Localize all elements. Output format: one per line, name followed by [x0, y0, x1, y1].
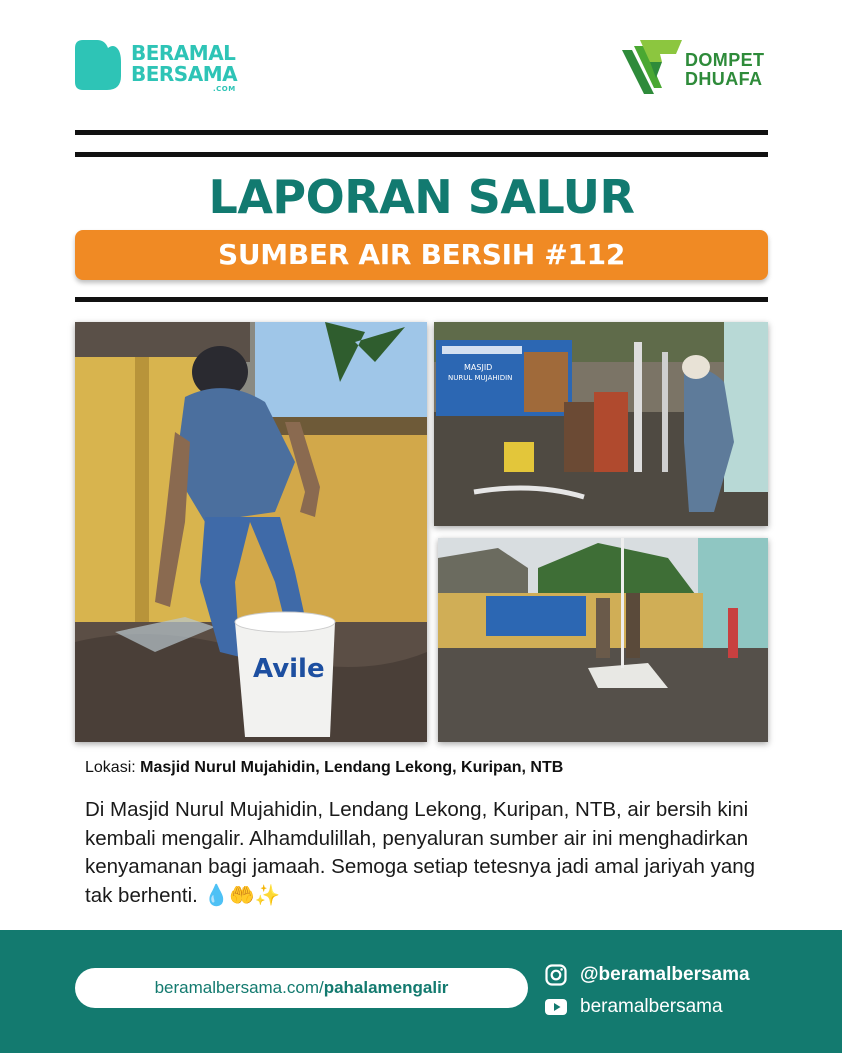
youtube-icon	[545, 996, 567, 1018]
link-domain: beramalbersama.com/	[154, 978, 324, 997]
instagram-text: @beramalbersama	[580, 964, 750, 985]
subtitle-text: SUMBER AIR BERSIH #112	[217, 238, 626, 271]
divider-bottom	[75, 297, 768, 302]
photo-banner-line1: MASJID	[464, 363, 493, 372]
photo-main	[75, 322, 427, 742]
location-label: Lokasi:	[85, 759, 136, 776]
divider-top	[75, 130, 768, 135]
youtube-text: beramalbersama	[580, 996, 723, 1017]
location-value: Masjid Nurul Mujahidin, Lendang Lekong, Kuripan, NTB	[140, 759, 564, 776]
donation-link[interactable]	[75, 968, 528, 1008]
location-line	[85, 759, 563, 777]
bucket-label: Avile	[253, 654, 325, 684]
description	[85, 796, 785, 910]
beramal-bersama-logo	[75, 40, 255, 96]
instagram-icon	[545, 964, 567, 986]
logo-left-line3: .COM	[213, 85, 236, 93]
description-text: Di Masjid Nurul Mujahidin, Lendang Lekong, Kuripan, NTB, air bersih kini kembali mengalir. Alhamdulillah, penyaluran sumber air ini menghadirkan kenyamanan bagi jamaah. Semoga setiap tetesnya jadi amal jariyah yang tak berhenti.	[85, 798, 756, 907]
heart-icon	[75, 40, 121, 90]
dompet-dhuafa-logo	[620, 36, 780, 96]
link-path: pahalamengalir	[323, 978, 449, 997]
logo-left-line2: BERSAMA	[131, 62, 238, 86]
subtitle-banner	[75, 230, 768, 280]
description-emojis: 💧🤲✨	[203, 883, 281, 907]
footer	[0, 930, 842, 1053]
photo-drilling	[434, 322, 768, 526]
page-title: LAPORAN SALUR	[208, 170, 635, 224]
logo-right-line2: DHUAFA	[685, 69, 763, 89]
photo-wellsite	[438, 538, 768, 742]
logo-left-line1: BERAMAL	[131, 41, 236, 65]
logo-right-line1: DOMPET	[685, 50, 765, 70]
dompet-dhuafa-mark	[620, 36, 682, 94]
photo-banner-line2: NURUL MUJAHIDIN	[448, 374, 513, 382]
divider-top-2	[75, 152, 768, 157]
